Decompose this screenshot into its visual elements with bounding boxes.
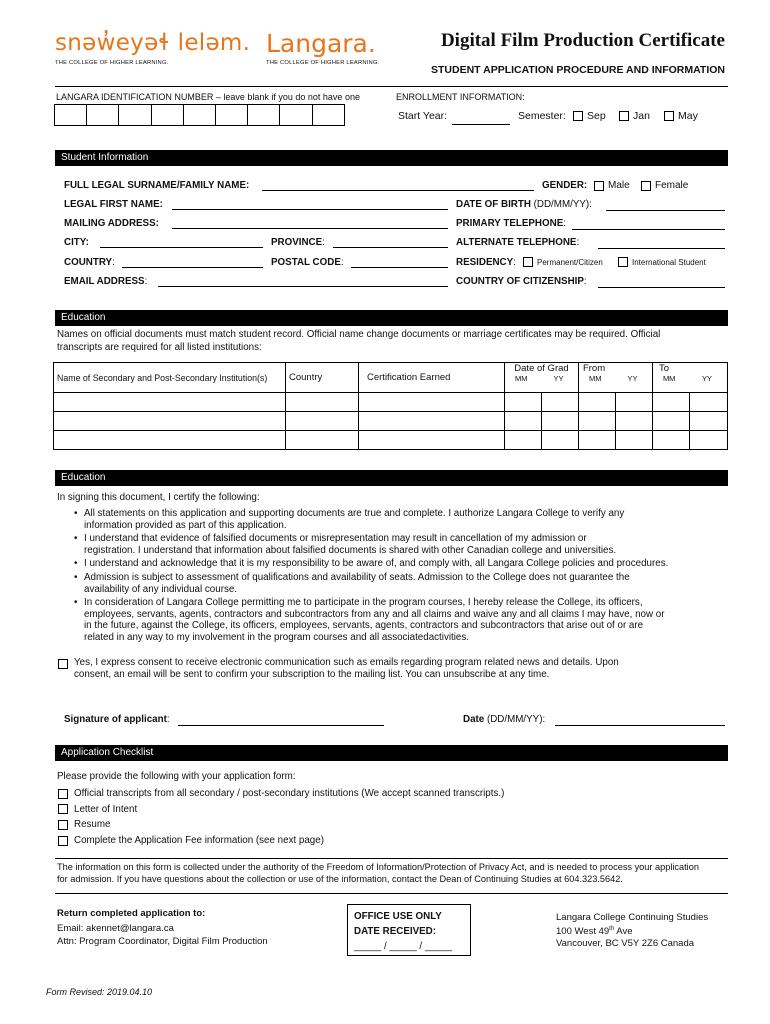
col-date-of-grad: Date of Grad MM YY <box>505 363 579 393</box>
checkbox[interactable] <box>594 181 604 191</box>
country-label: COUNTRY: <box>64 257 115 268</box>
first-name-label: LEGAL FIRST NAME: <box>64 199 163 210</box>
education-note: Names on official documents must match student record. Official name change documents or marriage certificates may be required. Official transcripts are required for all listed institutions: <box>57 329 661 353</box>
checklist-item[interactable] <box>58 833 504 849</box>
id-digit-box[interactable] <box>247 104 280 126</box>
checklist-item[interactable] <box>58 802 504 818</box>
page-subtitle: STUDENT APPLICATION PROCEDURE AND INFORMATION <box>431 64 725 76</box>
signature-date-label: Date (DD/MM/YY): <box>463 714 546 725</box>
return-attn: Attn: Program Coordinator, Digital Film Production <box>57 936 268 947</box>
email-label: EMAIL ADDRESS: <box>64 276 148 287</box>
signature-field[interactable] <box>178 725 384 726</box>
dob-label: DATE OF BIRTH (DD/MM/YY): <box>456 199 592 210</box>
checklist-item[interactable] <box>58 786 504 802</box>
col-certification: Certification Earned <box>359 363 505 393</box>
snəweyəɬ-leləm-logo: snəw̓eyəɬ leləm. <box>55 30 251 56</box>
first-name-field[interactable] <box>172 209 448 210</box>
semester-may-option[interactable] <box>664 110 698 122</box>
checkbox[interactable] <box>58 804 68 814</box>
privacy-notice: The information on this form is collected under the authority of the Freedom of Information/Protection of Privacy Act, and is needed to process your application for admission. If you have questions about the collection or use of the information, contact the Dean of Continuing Studies at 604.323.5642. <box>57 862 699 884</box>
table-row[interactable] <box>54 412 728 431</box>
gender-label: GENDER: <box>542 180 588 191</box>
country-field[interactable] <box>122 267 263 268</box>
office-use-box: OFFICE USE ONLY DATE RECEIVED: _____ / _____ / _____ <box>347 904 471 956</box>
checkbox[interactable] <box>58 836 68 846</box>
list-item: • I understand and acknowledge that it is my responsibility to be aware of, and comply with, all Langara College policies and procedures. <box>72 558 728 570</box>
list-item: • In consideration of Langara College permitting me to participate in the program courses, I hereby release the College, its officers, employees, servants, agents, contractors and subcontractors from any and all claims and waive any and all claims I may have, now or in the future, against the College, its officers, employees, servants, agents, contractors and subcontractors that arise out of or are related in any way to my involvement in the program courses and all associatedactivities. <box>72 597 728 643</box>
checkbox[interactable] <box>58 789 68 799</box>
option-label: May <box>678 110 698 122</box>
col-from: From MM YY <box>578 363 652 393</box>
province-label: PROVINCE: <box>271 237 325 248</box>
surname-label: FULL LEGAL SURNAME/FAMILY NAME: <box>64 180 250 191</box>
checklist-items <box>58 786 504 848</box>
id-digit-box[interactable] <box>86 104 119 126</box>
id-number-label: LANGARA IDENTIFICATION NUMBER – leave blank if you do not have one <box>56 92 360 102</box>
postal-code-field[interactable] <box>351 267 448 268</box>
citizenship-label: COUNTRY OF CITIZENSHIP: <box>456 276 587 287</box>
checkbox[interactable] <box>641 181 651 191</box>
gender-male-option[interactable] <box>594 180 630 191</box>
table-row[interactable] <box>54 393 728 412</box>
primary-phone-field[interactable] <box>572 229 725 230</box>
checkbox[interactable] <box>619 111 629 121</box>
divider <box>55 858 728 859</box>
student-info-heading: Student Information <box>55 150 728 166</box>
declaration-intro: In signing this document, I certify the following: <box>57 492 260 503</box>
start-year-label: Start Year: <box>398 110 448 122</box>
alternate-phone-label: ALTERNATE TELEPHONE: <box>456 237 580 248</box>
residency-international-option[interactable] <box>618 257 706 267</box>
return-email: Email: akennet@langara.ca <box>57 923 174 934</box>
checklist-heading: Application Checklist <box>55 745 728 761</box>
divider <box>55 86 728 87</box>
checklist-item-label: Letter of Intent <box>74 803 138 815</box>
signature-label: Signature of applicant: <box>64 714 170 725</box>
table-row[interactable] <box>54 431 728 450</box>
declaration-heading: Education <box>55 470 728 486</box>
citizenship-field[interactable] <box>598 287 725 288</box>
id-digit-box[interactable] <box>279 104 312 126</box>
email-field[interactable] <box>158 286 448 287</box>
return-info: Return completed application to: Email: akennet@langara.ca Attn: Program Coordinator, Digital Film Production <box>57 908 268 947</box>
divider <box>55 893 728 894</box>
alternate-phone-field[interactable] <box>598 248 725 249</box>
page-title: Digital Film Production Certificate <box>440 30 725 51</box>
checklist-item-label: Complete the Application Fee information (see next page) <box>74 834 324 846</box>
checkbox[interactable] <box>618 257 628 267</box>
primary-phone-label: PRIMARY TELEPHONE: <box>456 218 566 229</box>
list-item: • Admission is subject to assessment of qualifications and availability of seats. Admission to the College does not guarantee the availability of any individual course. <box>72 572 728 595</box>
city-label: CITY: <box>64 237 89 248</box>
list-item: • I understand that evidence of falsified documents or misrepresentation may result in cancellation of my admission or registration. I understand that information about falsified documents is shared with other Canadian college and universities. <box>72 533 728 556</box>
id-digit-box[interactable] <box>312 104 345 126</box>
email-consent-text: Yes, I express consent to receive electronic communication such as emails regarding program related news and details. Upon consent, an email will be sent to confirm your subscription to the mailing list. You can unsubscribe at any time. <box>74 657 619 681</box>
start-year-field[interactable] <box>452 124 510 125</box>
col-country: Country <box>286 363 359 393</box>
gender-female-option[interactable] <box>641 180 688 191</box>
id-digit-box[interactable] <box>215 104 248 126</box>
semester-jan-option[interactable] <box>619 110 650 122</box>
dob-field[interactable] <box>606 210 725 211</box>
id-digit-box[interactable] <box>118 104 151 126</box>
declaration-list <box>72 508 728 646</box>
logo-tagline: THE COLLEGE OF HIGHER LEARNING. <box>266 60 380 66</box>
option-label: Female <box>655 180 689 191</box>
semester-sep-option[interactable] <box>573 110 606 122</box>
college-address: Langara College Continuing Studies 100 West 49th Ave Vancouver, BC V5Y 2Z6 Canada <box>556 912 709 949</box>
education-heading: Education <box>55 310 728 326</box>
checklist-item-label: Resume <box>74 819 111 831</box>
table-header-row <box>54 363 728 393</box>
checklist-intro: Please provide the following with your application form: <box>57 771 296 782</box>
id-digit-box[interactable] <box>183 104 216 126</box>
id-digit-box[interactable] <box>54 104 87 126</box>
semester-label: Semester: <box>518 110 566 122</box>
langara-logo: Langara. <box>266 29 376 58</box>
list-item: • All statements on this application and supporting documents are true and complete. I authorize Langara College to verify any information provided as part of this application. <box>72 508 728 531</box>
surname-field[interactable] <box>262 190 534 191</box>
province-field[interactable] <box>333 247 448 248</box>
checkbox[interactable] <box>58 820 68 830</box>
id-number-grid[interactable] <box>55 104 345 126</box>
city-field[interactable] <box>100 247 263 248</box>
checkbox[interactable] <box>523 257 533 267</box>
checkbox[interactable] <box>573 111 583 121</box>
col-to: To MM YY <box>652 363 727 393</box>
signature-date-field[interactable] <box>555 725 725 726</box>
option-label: Jan <box>633 110 650 122</box>
checkbox[interactable] <box>664 111 674 121</box>
email-consent-checkbox[interactable] <box>58 659 68 669</box>
residency-permanent-option[interactable] <box>523 257 603 267</box>
option-label: International Student <box>632 257 706 267</box>
checklist-item[interactable] <box>58 817 504 833</box>
checklist-item-label: Official transcripts from all secondary / post-secondary institutions (We accept scanned transcripts.) <box>74 788 505 799</box>
id-digit-box[interactable] <box>151 104 184 126</box>
col-institution: Name of Secondary and Post-Secondary Institution(s) <box>54 363 286 393</box>
mailing-address-label: MAILING ADDRESS: <box>64 218 159 229</box>
education-table <box>53 362 728 450</box>
logo-tagline: THE COLLEGE OF HIGHER LEARNING. <box>55 60 169 66</box>
option-label: Sep <box>587 110 606 122</box>
residency-label: RESIDENCY: <box>456 257 516 268</box>
mailing-address-field[interactable] <box>172 228 448 229</box>
option-label: Permanent/Citizen <box>537 257 603 267</box>
form-revised: Form Revised: 2019.04.10 <box>46 987 153 997</box>
postal-code-label: POSTAL CODE: <box>271 257 344 268</box>
option-label: Male <box>608 180 630 191</box>
enrollment-label: ENROLLMENT INFORMATION: <box>396 92 525 102</box>
